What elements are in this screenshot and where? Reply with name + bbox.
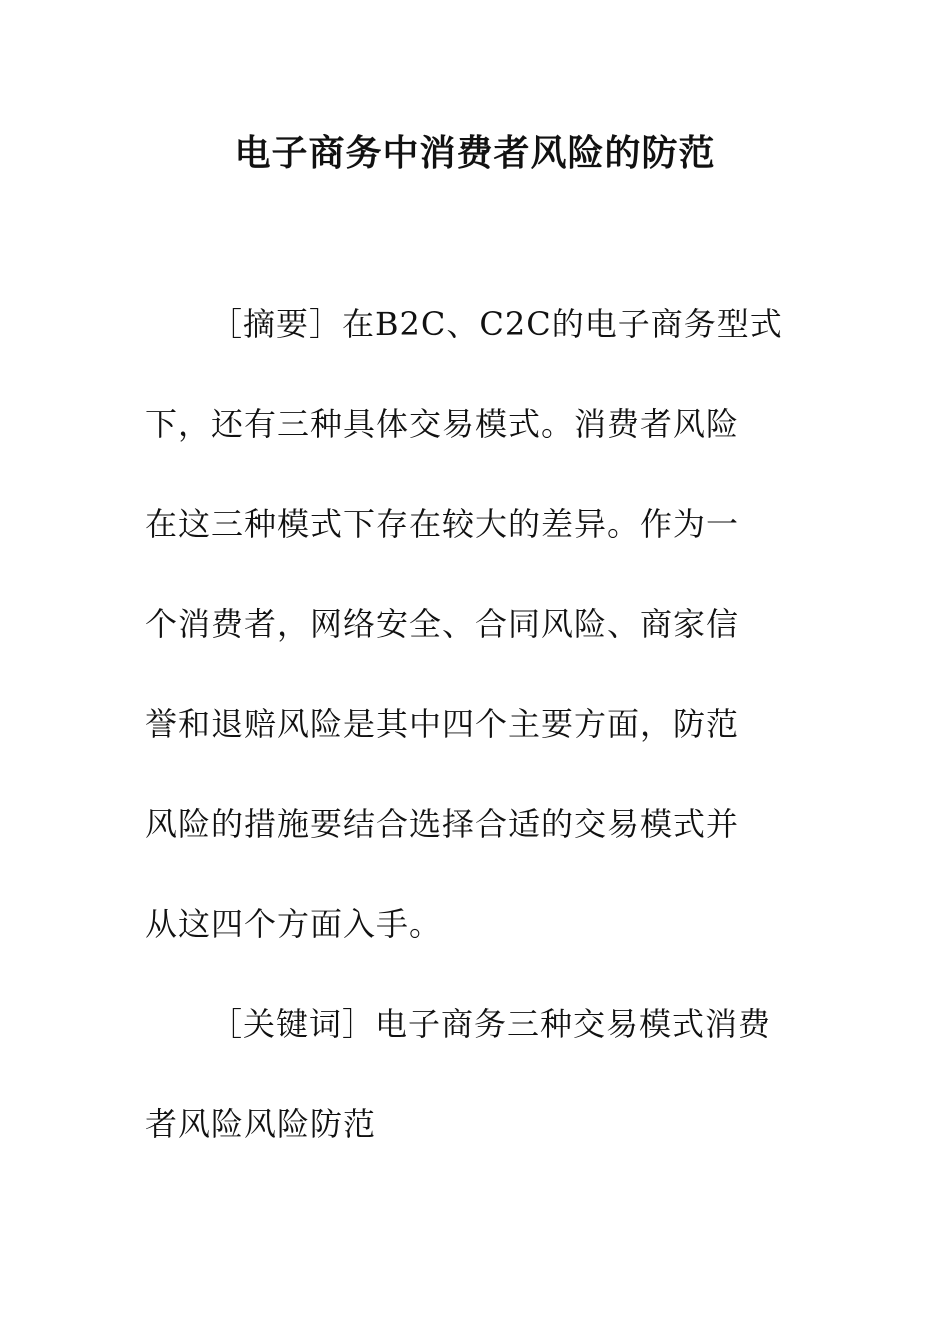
keywords-line-2: 者风险风险防范 (145, 1105, 377, 1143)
page-title: 电子商务中消费者风险的防范 (234, 133, 716, 174)
abstract-line-2: 下，还有三种具体交易模式。消费者风险 (145, 405, 740, 443)
abstract-line-6: 风险的措施要结合选择合适的交易模式并 (145, 805, 740, 843)
abstract-line-3: 在这三种模式下存在较大的差异。作为一 (145, 505, 740, 543)
abstract-line-4: 个消费者，网络安全、合同风险、商家信 (145, 605, 740, 643)
keywords-line-1: ［关键词］电子商务三种交易模式消费 (210, 1005, 772, 1043)
abstract-line-7: 从这四个方面入手。 (145, 905, 443, 943)
abstract-line-1: ［摘要］在B2C、C2C的电子商务型式 (210, 305, 783, 343)
abstract-line-5: 誉和退赔风险是其中四个主要方面，防范 (145, 705, 740, 743)
